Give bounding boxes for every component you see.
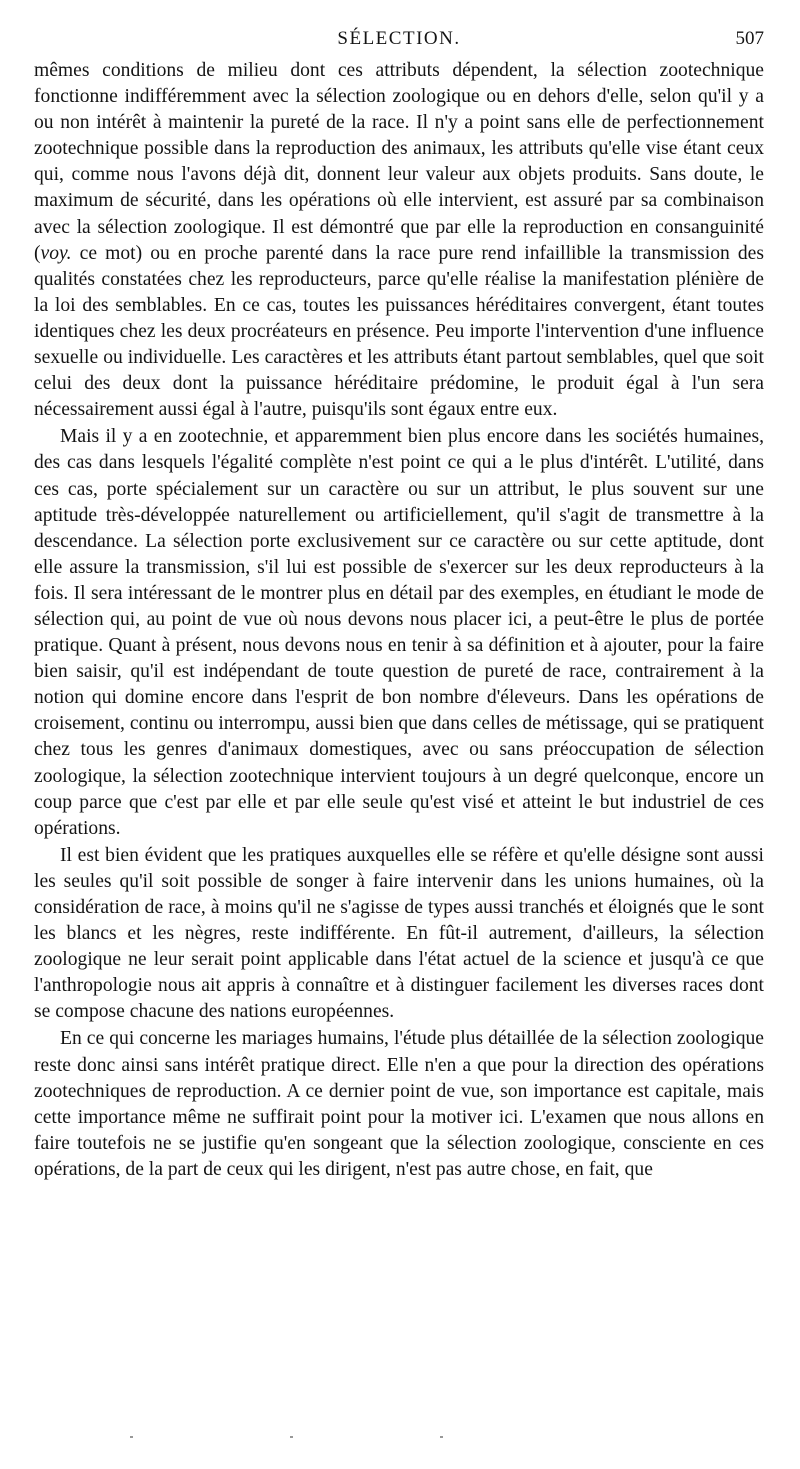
body-text xyxy=(34,58,764,1183)
paragraph-3 xyxy=(34,843,764,1026)
paragraph-2 xyxy=(34,424,764,842)
paragraph-3-text: Il est bien évident que les pratiques auxquelles elle se réfère et qu'elle désigne sont aussi les seules qu'il soit possible de songer à faire intervenir dans les unions humaines, où la considération de race, à moins qu'il ne s'agisse de types aussi tranchés et éloignés que le sont les blancs et les nègres, reste indifférente. En fût-il autrement, d'ailleurs, la sélection zoologique ne leur serait point applicable dans l'état actuel de la science et jusqu'à ce que l'anthropologie nous ait appris à connaître et à distinguer facilement les diverses races dont se compose chacune des nations européennes. xyxy=(34,844,764,1023)
print-specks xyxy=(0,1432,800,1444)
paragraph-4-text: En ce qui concerne les mariages humains, l'étude plus détaillée de la sélection zoologique reste donc ainsi sans intérêt pratique direct. Elle n'en a que pour la direction des opérations zootechniques de reproduction. A ce dernier point de vue, son importance est capitale, mais cette importance même ne suffirait point pour la motiver ici. L'examen que nous allons en faire toutefois ne se justifie qu'en songeant que la sélection zoologique, consciente en ces opérations, de la part de ceux qui les dirigent, n'est pas autre chose, en fait, que xyxy=(34,1028,764,1180)
speck xyxy=(130,1436,133,1438)
paragraph-1-text-b: ce mot) ou en proche parenté dans la race pure rend infaillible la transmission des qualités constatées chez les reproducteurs, parce qu'elle réalise la manifestation plénière de la loi des semblables. En ce cas, toutes les puissances héréditaires convergent, étant toutes identiques chez les deux procréateurs en présence. Peu importe l'intervention d'une influence sexuelle ou individuelle. Les caractères et les attributs étant partout semblables, quel que soit celui des deux dont la puissance héréditaire prédomine, le produit égal à l'un sera nécessairement aussi égal à l'autre, puisqu'ils sont égaux entre eux. xyxy=(34,242,764,421)
page-number: 507 xyxy=(735,28,764,49)
paragraph-1-text-a: mêmes conditions de milieu dont ces attributs dépendent, la sélection zootechnique fonctionne indifféremment avec la sélection zoologique ou en dehors d'elle, selon qu'il y a ou non intérêt à maintenir la pureté de la race. Il n'y a point sans elle de perfectionnement zootechnique possible dans la reproduction des animaux, les attributs qu'elle vise étant ceux qui, comme nous l'avons déjà dit, donnent leur valeur aux objets produits. Sans doute, le maximum de sécurité, dans les opérations où elle intervient, est assuré par sa combinaison avec la sélection zoologique. Il est démontré que par elle la reproduction en consanguinité ( xyxy=(34,60,764,264)
speck xyxy=(440,1436,443,1438)
running-header xyxy=(34,22,764,58)
paragraph-1-italic-voy: voy. xyxy=(40,242,72,264)
running-title: SÉLECTION. xyxy=(337,28,461,49)
paragraph-4 xyxy=(34,1026,764,1183)
book-page xyxy=(34,22,764,1183)
paragraph-2-text: Mais il y a en zootechnie, et apparemment bien plus encore dans les sociétés humaines, des cas dans lesquels l'égalité complète n'est point ce qui a le plus d'intérêt. L'utilité, dans ces cas, porte spécialement sur un caractère ou sur un attribut, le plus souvent sur une aptitude très-développée naturellement ou artificiellement, qu'il s'agit de transmettre à la descendance. La sélection porte exclusivement sur ce caractère ou sur cette aptitude, dont elle assure la transmission, s'il lui est possible de s'exercer sur les deux reproducteurs à la fois. Il sera intéressant de le montrer plus en détail par des exemples, en étudiant le mode de sélection qui, au point de vue où nous devons nous placer ici, a peut-être le plus de portée pratique. Quant à présent, nous devons nous en tenir à sa définition et à ajouter, pour la faire bien saisir, qu'il est indépendant de toute question de pureté de race, contrairement à la notion qui domine encore dans l'esprit de bon nombre d'éleveurs. Dans les opérations de croisement, continu ou interrompu, aussi bien que dans celles de métissage, qui se pratiquent chez tous les genres d'animaux domestiques, avec ou sans préoccupation de sélection zoologique, la sélection zootechnique intervient toujours à un degré quelconque, encore un coup parce que c'est par elle et par elle seule qu'est visé et atteint le but industriel de ces opérations. xyxy=(34,426,764,839)
paragraph-1 xyxy=(34,58,764,423)
speck xyxy=(290,1436,293,1438)
